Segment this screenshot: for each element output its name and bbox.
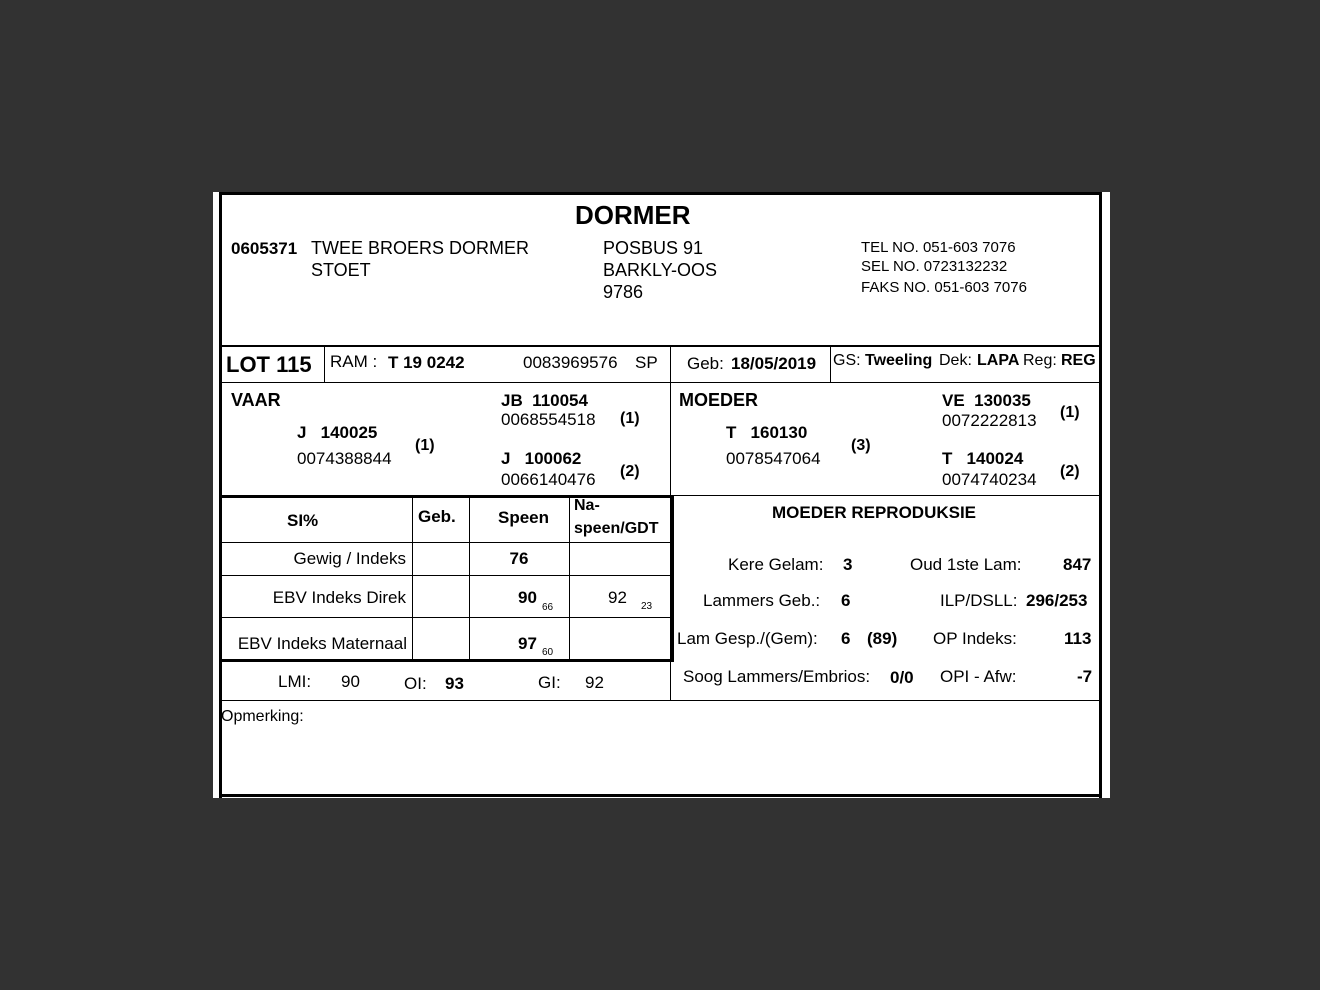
si-box-right <box>671 495 674 662</box>
reg-label: Reg: <box>1023 352 1057 369</box>
sire-number: 0074388844 <box>297 449 392 468</box>
op-value: 113 <box>1064 629 1092 648</box>
ram-reg-number: 0083969576 <box>523 353 618 372</box>
si-header-speen: Speen <box>498 508 550 527</box>
si-row-label: Gewig / Indeks <box>293 549 406 568</box>
dam-number: 0078547064 <box>726 449 821 468</box>
si-header-naspeen-2: speen/GDT <box>574 520 659 537</box>
si-row-line-2 <box>219 575 671 576</box>
divider-header <box>219 345 1102 347</box>
opi-label: OPI - Afw: <box>940 667 1017 686</box>
sire-dam-id: J 100062 <box>501 449 582 468</box>
si-box-top <box>219 495 674 498</box>
lammers-label: Lammers Geb.: <box>703 591 821 610</box>
dam-dam-count: (2) <box>1060 463 1080 480</box>
breeder-name-line-2: STOET <box>311 260 371 280</box>
dek-label: Dek: <box>939 352 972 369</box>
breeder-number: 0605371 <box>231 239 298 258</box>
dek-value: LAPA <box>977 352 1020 369</box>
dam-sire-count: (1) <box>1060 404 1080 421</box>
si-header-geb: Geb. <box>418 507 456 526</box>
ram-label: RAM : <box>330 352 378 371</box>
lot-number: LOT 115 <box>226 352 312 377</box>
si-col-line-1 <box>412 497 413 660</box>
gs-label: GS: <box>833 352 861 369</box>
oud-value: 847 <box>1063 555 1092 574</box>
si-row-speen-sub: 66 <box>542 602 554 613</box>
lot-card <box>213 192 1110 798</box>
si-row-speen-sub: 60 <box>542 647 554 658</box>
lmi-label: LMI: <box>278 672 312 691</box>
remarks-label: Opmerking: <box>221 708 304 725</box>
lot-divider-1 <box>324 346 325 383</box>
dam-sire-id: VE 130035 <box>942 391 1031 410</box>
si-header-si: SI% <box>287 511 319 530</box>
kere-label: Kere Gelam: <box>728 555 824 574</box>
oud-label: Oud 1ste Lam: <box>910 555 1022 574</box>
sire-count: (1) <box>415 437 435 454</box>
sire-sire-id: JB 110054 <box>501 391 588 410</box>
card-border-bottom <box>219 794 1102 797</box>
si-header-naspeen-1: Na- <box>574 497 600 514</box>
cell-number: SEL NO. 0723132232 <box>861 258 1008 275</box>
dam-dam-id: T 140024 <box>942 449 1024 468</box>
si-row-line-3 <box>219 617 671 618</box>
address-line-3: 9786 <box>603 282 644 302</box>
si-row-speen: 90 <box>518 588 537 607</box>
fax-number: FAKS NO. 051-603 7076 <box>861 279 1027 296</box>
si-row-label: EBV Indeks Direk <box>272 588 406 607</box>
gs-value: Tweeling <box>865 352 933 369</box>
si-col-line-2 <box>469 497 470 660</box>
oi-label: OI: <box>404 674 427 693</box>
opi-value: -7 <box>1077 667 1093 686</box>
breed-title: DORMER <box>575 200 691 230</box>
ilp-label: ILP/DSLL: <box>940 591 1018 610</box>
lamgesp-value: 6 <box>841 629 851 648</box>
reproduction-title: MOEDER REPRODUKSIE <box>772 503 977 522</box>
lot-divider-2 <box>670 346 671 383</box>
sire-label: VAAR <box>231 390 281 410</box>
reg-value: REG <box>1061 352 1096 369</box>
tel-number: TEL NO. 051-603 7076 <box>861 239 1016 256</box>
lot-divider-3 <box>830 346 831 383</box>
si-row-label: EBV Indeks Maternaal <box>237 634 407 653</box>
divider-lot <box>219 382 1102 383</box>
oi-value: 93 <box>445 674 464 693</box>
si-row-speen: 97 <box>518 634 537 653</box>
si-box-bottom <box>219 659 674 662</box>
si-row-line-1 <box>219 542 671 543</box>
lamgesp-gem: (89) <box>867 629 898 648</box>
card-border-top <box>219 192 1102 195</box>
ram-status: SP <box>635 353 658 372</box>
sire-dam-number: 0066140476 <box>501 470 596 489</box>
si-col-line-3 <box>569 497 570 660</box>
sire-sire-number: 0068554518 <box>501 410 596 429</box>
soog-value: 0/0 <box>890 668 914 687</box>
ram-id: T 19 0242 <box>388 353 465 372</box>
dam-label: MOEDER <box>679 390 759 410</box>
si-row-naspeen: 92 <box>608 588 627 607</box>
dam-dam-number: 0074740234 <box>942 470 1037 489</box>
birth-date: 18/05/2019 <box>731 354 817 373</box>
lammers-value: 6 <box>841 591 851 610</box>
dam-count: (3) <box>851 437 871 454</box>
kere-value: 3 <box>843 555 853 574</box>
ilp-value: 296/253 <box>1026 591 1088 610</box>
gi-label: GI: <box>538 673 561 692</box>
gi-value: 92 <box>585 673 604 692</box>
si-row-speen: 76 <box>509 549 529 568</box>
sire-sire-count: (1) <box>620 410 640 427</box>
dam-sire-number: 0072222813 <box>942 411 1037 430</box>
lmi-value: 90 <box>341 672 360 691</box>
birth-label: Geb: <box>687 354 724 373</box>
address-line-2: BARKLY-OOS <box>603 260 718 280</box>
sire-id: J 140025 <box>297 423 378 442</box>
divider-remarks <box>219 700 1102 701</box>
breeder-name-line-1: TWEE BROERS DORMER <box>311 238 530 258</box>
op-label: OP Indeks: <box>933 629 1017 648</box>
dam-id: T 160130 <box>726 423 808 442</box>
soog-label: Soog Lammers/Embrios: <box>683 667 871 686</box>
address-line-1: POSBUS 91 <box>603 238 704 258</box>
lamgesp-label: Lam Gesp./(Gem): <box>677 629 818 648</box>
sire-dam-count: (2) <box>620 463 640 480</box>
si-row-naspeen-sub: 23 <box>641 601 653 612</box>
